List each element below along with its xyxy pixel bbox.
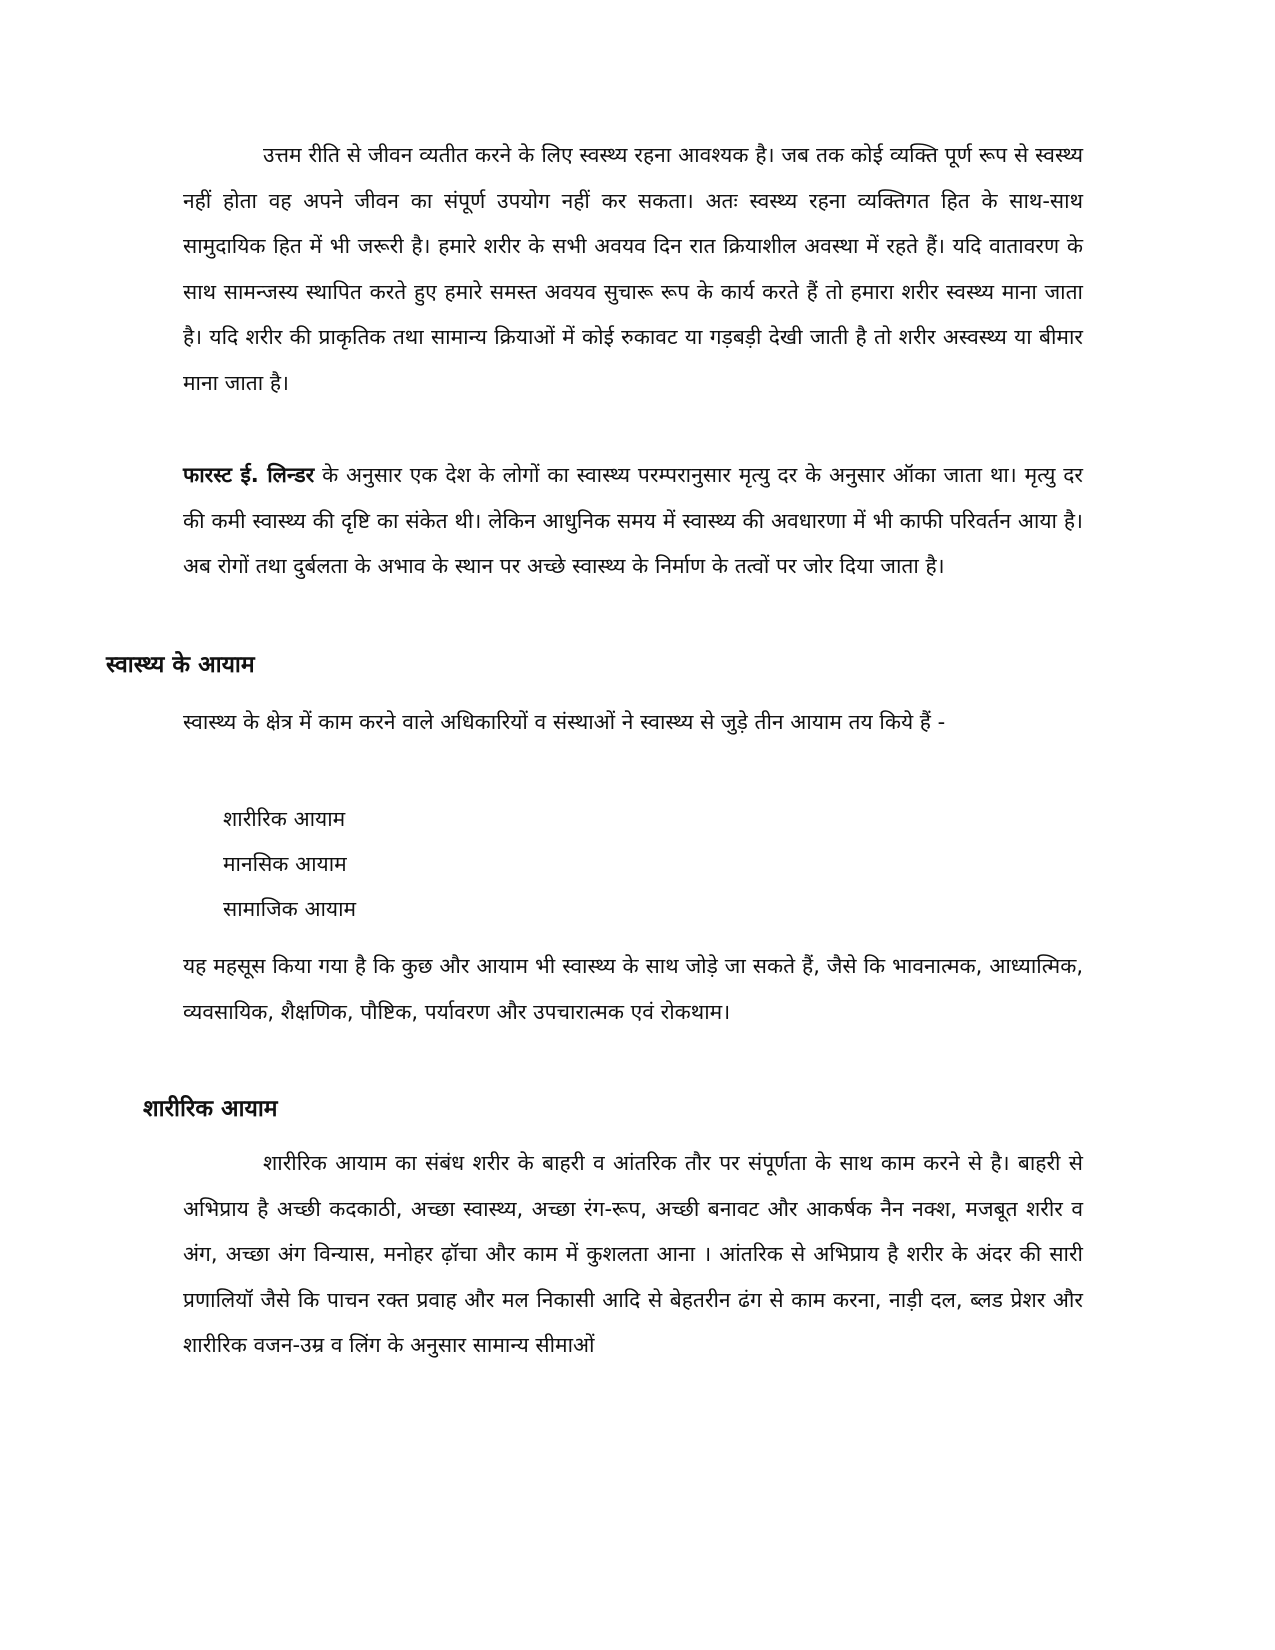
heading-health-dimensions: स्वास्थ्य के आयाम [106, 652, 255, 678]
linder-paragraph [183, 453, 1083, 590]
physical-dimension-paragraph: शारीरिक आयाम का संबंध शरीर के बाहरी व आंतरिक तौर पर संपूर्णता के साथ काम करने से है। बाहरी से अभिप्राय है अच्छी कदकाठी, अच्छा स्वास्थ्य, अच्छा रंग-रूप, अच्छी बनावट और आकर्षक नैन नक्श, मजबूत शरीर व अंग, अच्छा अंग विन्यास, मनोहर ढ़ॉचा और काम में कुशलता आना । आंतरिक से अभिप्राय है शरीर के अंदर की सारी प्रणालियॉ जैसे कि पाचन रक्त प्रवाह और मल निकासी आदि से बेहतरीन ढंग से काम करना, नाड़ी दल, ब्लड प्रेशर और शारीरिक वजन-उम्र व लिंग के अनुसार सामान्य सीमाओं [183, 1151, 1083, 1357]
author-name: फारस्ट ई. लिन्डर [183, 463, 315, 487]
heading-physical-dimension: शारीरिक आयाम [143, 1096, 278, 1122]
intro-paragraph: उत्तम रीति से जीवन व्यतीत करने के लिए स्वस्थ्य रहना आवश्यक है। जब तक कोई व्यक्ति पूर्ण रूप से स्वस्थ्य नहीं होता वह अपने जीवन का संपूर्ण उपयोग नहीं कर सकता। अतः स्वस्थ्य रहना व्यक्तिगत हित के साथ-साथ सामुदायिक हित में भी जरूरी है। हमारे शरीर के सभी अवयव दिन रात क्रियाशील अवस्था में रहते हैं। यदि वातावरण के साथ सामन्जस्य स्थापित करते हुए हमारे समस्त अवयव सुचारू रूप के कार्य करते हैं तो हमारा शरीर स्वस्थ्य माना जाता है। यदि शरीर की प्राकृतिक तथा सामान्य क्रियाओं में कोई रुकावट या गड़बड़ी देखी जाती है तो शरीर अस्वस्थ्य या बीमार माना जाता है। [183, 143, 1083, 395]
dimensions-intro-paragraph: स्वास्थ्य के क्षेत्र में काम करने वाले अधिकारियों व संस्थाओं ने स्वास्थ्य से जुड़े तीन आयाम तय किये हैं - [183, 710, 946, 734]
list-item: मानसिक आयाम [223, 852, 347, 876]
linder-paragraph-text: के अनुसार एक देश के लोगों का स्वास्थ्य परम्परानुसार मृत्यु दर के अनुसार ऑका जाता था। मृत्यु दर की कमी स्वास्थ्य की दृष्टि का संकेत थी। लेकिन आधुनिक समय में स्वास्थ्य की अवधारणा में भी काफी परिवर्तन आया है। अब रोगों तथा दुर्बलता के अभाव के स्थान पर अच्छे स्वास्थ्य के निर्माण के तत्वों पर जोर दिया जाता है। [183, 463, 1083, 578]
dimensions-list [223, 797, 356, 932]
list-item: सामाजिक आयाम [223, 897, 357, 921]
list-item: शारीरिक आयाम [223, 807, 346, 831]
additional-dimensions-paragraph: यह महसूस किया गया है कि कुछ और आयाम भी स्वास्थ्य के साथ जोड़े जा सकते हैं, जैसे कि भावनात्मक, आध्यात्मिक, व्यवसायिक, शैक्षणिक, पौष्टिक, पर्यावरण और उपचारात्मक एवं रोकथाम। [183, 954, 1083, 1024]
